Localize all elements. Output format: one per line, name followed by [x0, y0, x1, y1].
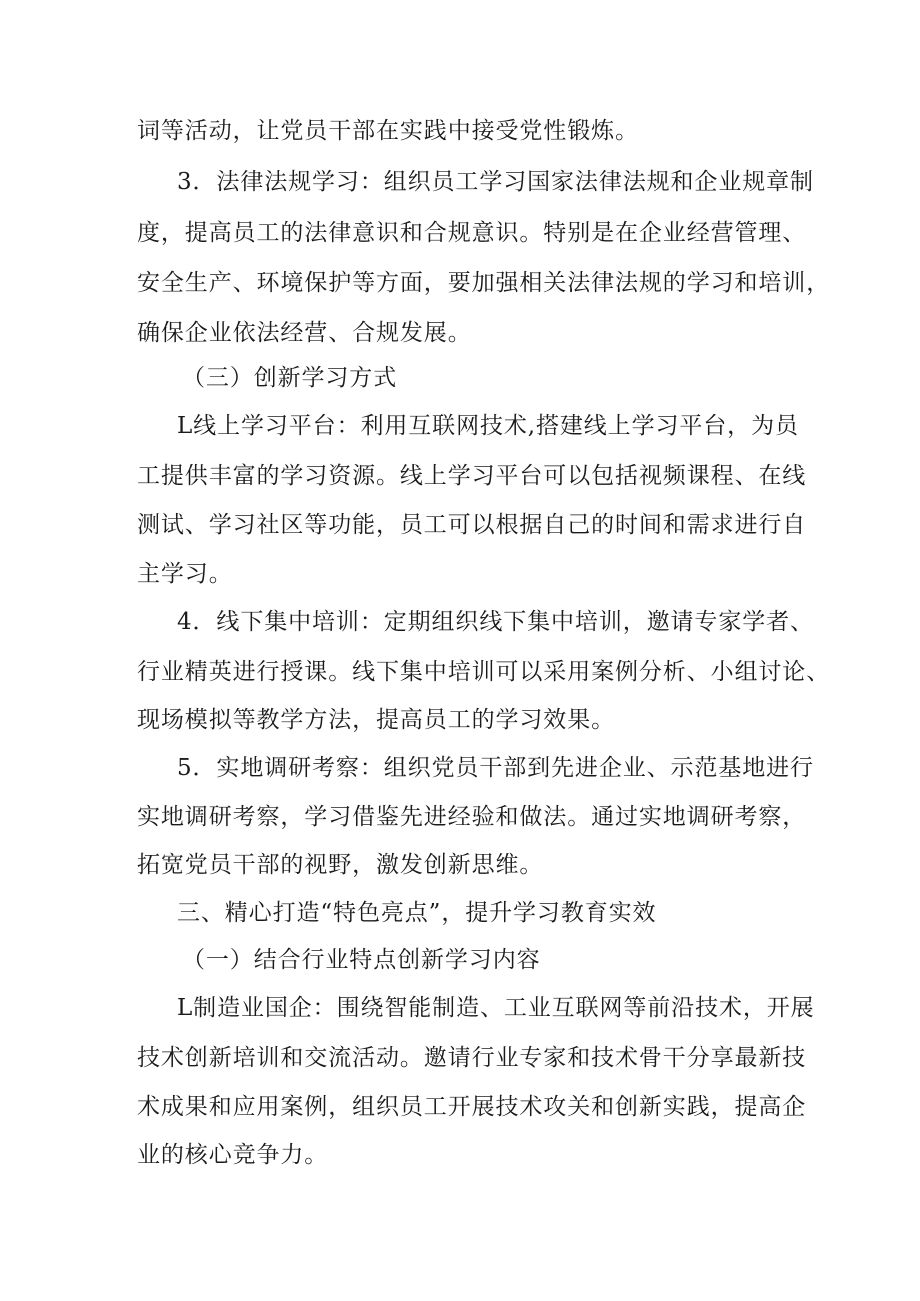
paragraph-line: 行业精英进行授课。线下集中培训可以采用案例分析、小组讨论、: [137, 659, 831, 685]
paragraph-line: 拓宽党员干部的视野，激发创新思维。: [137, 852, 544, 878]
paragraph-line: 实地调研考察，学习借鉴先进经验和做法。通过实地调研考察，: [137, 804, 807, 830]
paragraph-line: 4．线下集中培训：定期组织线下集中培训，邀请专家学者、: [177, 609, 814, 635]
paragraph-line: 确保企业依法经营、合规发展。: [137, 320, 472, 346]
section-heading: （一）结合行业特点创新学习内容: [182, 947, 541, 973]
paragraph-line: 技术创新培训和交流活动。邀请行业专家和技术骨干分享最新技: [137, 1045, 807, 1071]
paragraph-line: 3．法律法规学习：组织员工学习国家法律法规和企业规章制: [177, 169, 814, 195]
paragraph-line: 现场模拟等教学方法，提高员工的学习效果。: [137, 707, 615, 733]
paragraph-line: 业的核心竞争力。: [137, 1142, 329, 1168]
paragraph-line: 术成果和应用案例，组织员工开展技术攻关和创新实践，提高企: [137, 1094, 807, 1120]
paragraph-line: 度，提高员工的法律意识和合规意识。特别是在企业经营管理、: [137, 220, 807, 246]
paragraph-line: 主学习。: [137, 561, 233, 587]
section-heading: （三）创新学习方式: [182, 365, 398, 391]
paragraph-line: 词等活动，让党员干部在实践中接受党性锻炼。: [137, 118, 639, 144]
section-heading: 三、精心打造“特色亮点”，提升学习教育实效: [177, 900, 657, 926]
paragraph-line: 5．实地调研考察：组织党员干部到先进企业、示范基地进行: [177, 755, 814, 781]
paragraph-line: L制造业国企：围绕智能制造、工业互联网等前沿技术，开展: [177, 995, 815, 1021]
paragraph-line: 工提供丰富的学习资源。线上学习平台可以包括视频课程、在线: [137, 463, 807, 489]
paragraph-line: 测试、学习社区等功能，员工可以根据自己的时间和需求进行自: [137, 512, 807, 538]
paragraph-line: L线上学习平台：利用互联网技术,搭建线上学习平台，为员: [177, 413, 799, 439]
paragraph-line: 安全生产、环境保护等方面，要加强相关法律法规的学习和培训，: [137, 270, 831, 296]
